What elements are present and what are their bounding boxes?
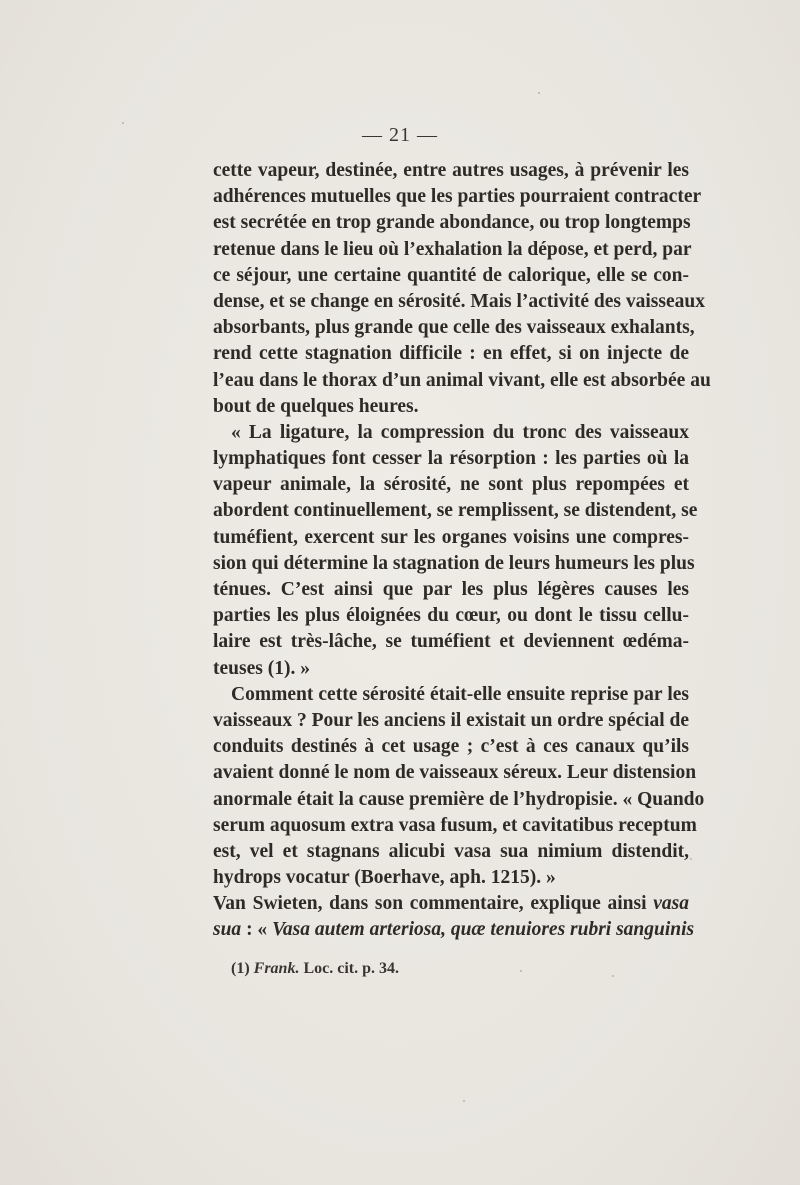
text-line: absorbants, plus grande que celle des vaisseaux exhalants, <box>213 317 695 339</box>
text-line: bout de quelques heures. <box>213 395 419 417</box>
text-line: vaisseaux ? Pour les anciens il existait un ordre spécial de <box>213 709 689 731</box>
paper-speck <box>690 858 692 860</box>
text-line: est, vel et stagnans alicubi vasa sua nimium distendit, <box>213 840 689 862</box>
body-text <box>213 158 711 944</box>
sua-separator: : « <box>241 919 273 941</box>
paper-speck <box>122 122 124 124</box>
text-line: hydrops vocatur (Boerhave, aph. 1215). » <box>213 867 556 889</box>
text-line: Comment cette sérosité était-elle ensuite reprise par les <box>231 683 689 705</box>
text-lines <box>213 158 711 891</box>
text-line: retenue dans le lieu où l’exhalation la dépose, et perd, par <box>213 238 692 260</box>
text-line: tuméfient, exercent sur les organes voisins une compres- <box>213 526 689 548</box>
van-swieten-vasa: vasa <box>653 893 689 915</box>
text-line: cette vapeur, destinée, entre autres usages, à prévenir les <box>213 160 689 181</box>
text-line: dense, et se change en sérosité. Mais l’activité des vaisseaux <box>213 290 705 312</box>
text-line: parties les plus éloignées du cœur, ou dont le tissu cellu- <box>213 605 689 627</box>
footnote-author: Frank. <box>253 960 300 977</box>
text-line: l’eau dans le thorax d’un animal vivant, elle est absorbée au <box>213 369 711 391</box>
text-line: vapeur animale, la sérosité, ne sont plus repompées et <box>213 474 689 496</box>
text-line: rend cette stagnation difficile : en effet, si on injecte de <box>213 343 689 365</box>
latin-quote-text: Vasa autem arteriosa, quæ tenuiores rubri sanguinis <box>272 919 695 941</box>
footnote <box>231 960 399 978</box>
text-line: adhérences mutuelles que les parties pourraient contracter <box>213 186 702 208</box>
paper-speck <box>520 970 522 972</box>
page-number: — 21 — <box>362 124 438 146</box>
text-line: ce séjour, une certaine quantité de calorique, elle se con- <box>213 264 689 286</box>
text-line: lymphatiques font cesser la résorption : les parties où la <box>213 448 689 470</box>
text-line: « La ligature, la compression du tronc des vaisseaux <box>231 421 689 443</box>
van-swieten-prefix: Van Swieten, dans son commentaire, explique ainsi <box>213 893 654 915</box>
text-line: laire est très-lâche, se tuméfient et deviennent œdéma- <box>213 631 689 653</box>
text-line: est secrétée en trop grande abondance, ou trop longtemps <box>213 212 691 234</box>
paper-speck <box>463 1100 465 1102</box>
paper-speck <box>538 92 540 94</box>
text-line: abordent continuellement, se remplissent, se distendent, se <box>213 500 698 522</box>
text-line: sion qui détermine la stagnation de leurs humeurs les plus <box>213 552 695 574</box>
text-line: anormale était la cause première de l’hydropisie. « Quando <box>213 788 705 810</box>
text-line: serum aquosum extra vasa fusum, et cavitatibus receptum <box>213 814 697 836</box>
text-line-latin-quote <box>213 917 695 943</box>
sua-word: sua <box>213 919 242 941</box>
text-line: conduits destinés à cet usage ; c’est à ces canaux qu’ils <box>213 736 689 758</box>
paper-speck <box>612 975 614 977</box>
footnote-reference: Loc. cit. p. 34. <box>303 960 399 977</box>
text-line: avaient donné le nom de vaisseaux séreux. Leur distension <box>213 762 697 784</box>
footnote-number: (1) <box>231 960 250 977</box>
text-line: ténues. C’est ainsi que par les plus légères causes les <box>213 579 689 600</box>
text-line-van-swieten <box>213 891 689 917</box>
text-line: teuses (1). » <box>213 657 310 679</box>
